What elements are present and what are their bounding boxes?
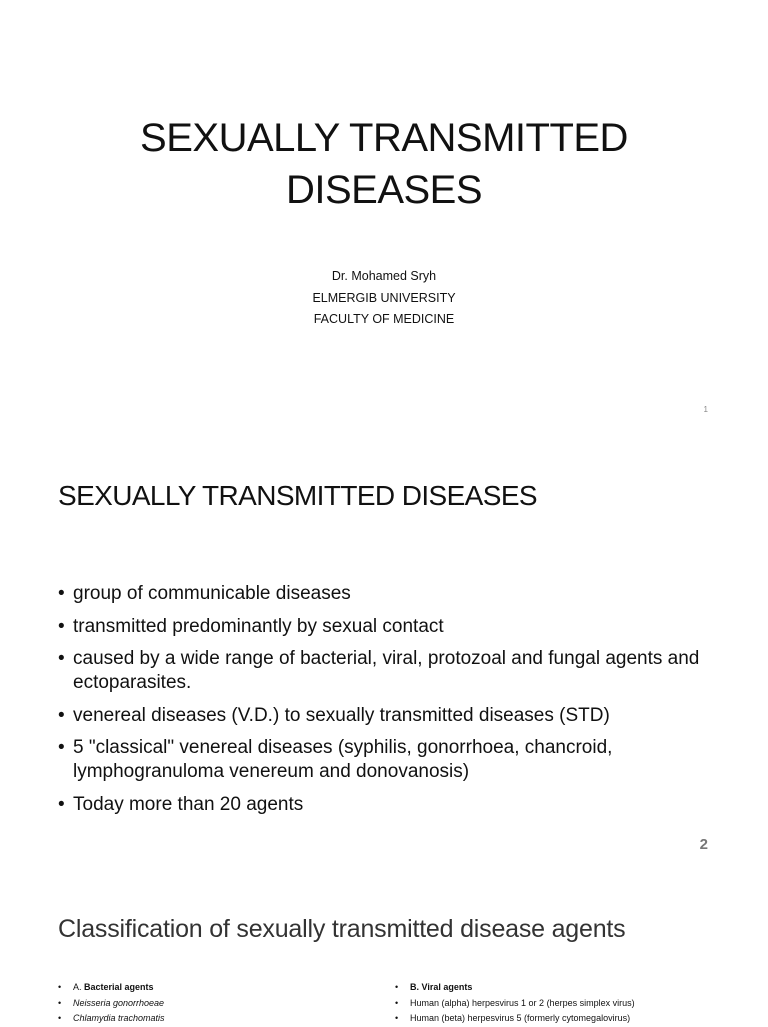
bullet-icon: • bbox=[58, 737, 65, 758]
bacterial-agents-list bbox=[58, 980, 165, 1027]
faculty-name: FACULTY OF MEDICINE bbox=[313, 312, 455, 326]
bullet-text: transmitted predominantly by sexual contact bbox=[73, 615, 444, 637]
list-item bbox=[58, 1011, 165, 1027]
list-item bbox=[58, 996, 165, 1012]
slide-title: SEXUALLY TRANSMITTED DISEASES bbox=[58, 480, 537, 511]
title-slide bbox=[0, 0, 768, 432]
list-item bbox=[58, 615, 718, 639]
author-name: Dr. Mohamed Sryh bbox=[331, 269, 437, 283]
title-line-1: SEXUALLY TRANSMITTED bbox=[140, 116, 628, 160]
bullet-icon: • bbox=[395, 997, 399, 1008]
bullet-text: caused by a wide range of bacterial, viral, protozoal and fungal agents and ectoparasites. bbox=[73, 648, 700, 693]
bullet-text: group of communicable diseases bbox=[73, 583, 351, 604]
agent-name: Chlamydia trachomatis bbox=[73, 1013, 165, 1023]
viral-agents-list bbox=[395, 980, 635, 1027]
bullet-icon: • bbox=[58, 982, 62, 992]
bullet-icon: • bbox=[58, 1013, 62, 1023]
slide-title: Classification of sexually transmitted disease agents bbox=[58, 915, 626, 943]
list-item bbox=[58, 647, 718, 695]
heading-text: Bacterial agents bbox=[84, 982, 154, 992]
bullet-icon: • bbox=[58, 648, 65, 669]
bullet-icon: • bbox=[58, 583, 65, 604]
list-item bbox=[58, 736, 718, 784]
bullet-icon: • bbox=[395, 982, 399, 992]
agent-name: Human (beta) herpesvirus 5 (formerly cytomegalovirus) bbox=[410, 1013, 631, 1023]
list-heading bbox=[58, 980, 165, 996]
title-line-2: DISEASES bbox=[285, 168, 483, 212]
heading-text: B. Viral agents bbox=[410, 982, 473, 992]
slide-number: 2 bbox=[699, 836, 708, 853]
bullet-text: 5 "classical" venereal diseases (syphilis, gonorrhoea, chancroid, lymphogranuloma venereum and donovanosis) bbox=[73, 737, 613, 782]
heading-prefix: A. bbox=[73, 982, 82, 992]
bullet-list bbox=[58, 582, 718, 825]
bullet-text: Today more than 20 agents bbox=[73, 793, 304, 815]
agent-name: Human (alpha) herpesvirus 1 or 2 (herpes simplex virus) bbox=[410, 997, 635, 1008]
list-item bbox=[58, 582, 718, 606]
list-heading bbox=[395, 980, 635, 996]
presentation-title bbox=[0, 112, 768, 216]
bullet-icon: • bbox=[58, 793, 65, 815]
agent-name: Neisseria gonorrhoeae bbox=[73, 997, 165, 1008]
slide-number: 1 bbox=[703, 405, 708, 414]
bullet-text: venereal diseases (V.D.) to sexually transmitted diseases (STD) bbox=[73, 704, 610, 726]
bullet-icon: • bbox=[58, 997, 62, 1008]
list-item bbox=[58, 704, 718, 728]
bullet-icon: • bbox=[58, 704, 65, 726]
bullet-icon: • bbox=[395, 1013, 399, 1023]
university-name: ELMERGIB UNIVERSITY bbox=[312, 290, 456, 305]
subtitle-block bbox=[0, 266, 768, 331]
list-item bbox=[395, 996, 635, 1012]
list-item bbox=[395, 1011, 635, 1027]
bullet-icon: • bbox=[58, 615, 65, 637]
list-item bbox=[58, 793, 718, 817]
